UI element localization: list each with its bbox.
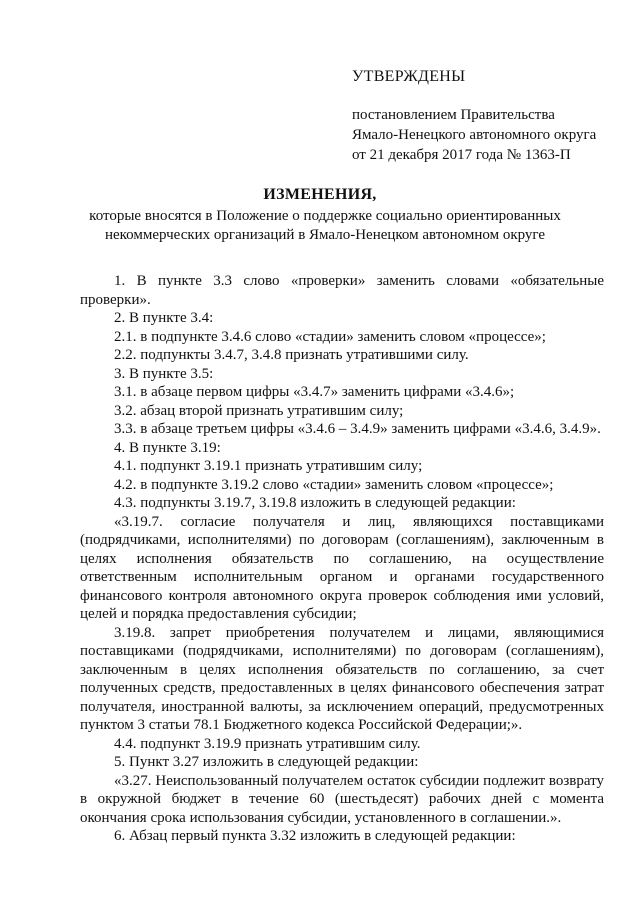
paragraph: 4. В пункте 3.19: [114, 439, 221, 456]
paragraph: 3.1. в абзаце первом цифры «3.4.7» заменить цифрами «3.4.6»; [114, 384, 515, 400]
paragraph: «3.27. Неиспользованный получателем остаток субсидии подлежит возврату в окружной бюджет в течение 60 (шестьдесят) рабочих дней с момента окончания срока использования субсидии, установленного в соглашении.». [80, 772, 604, 826]
paragraph: 3.19.8. запрет приобретения получателем и лицами, являющимися поставщиками (подрядчиками, исполнителями) по договорам (соглашениям), заключенным в целях исполнения обязательств по соглашению, за счет полученных средств, предоставленных в целях финансового обеспечения затрат получателя, иностранной валюты, за исключением операций, предусмотренных пунктом 3 статьи 78.1 Бюджетного кодекса Российской Федерации;». [80, 624, 604, 733]
paragraph: 2.1. в подпункте 3.4.6 слово «стадии» заменить словом «процессе»; [114, 328, 546, 345]
subtitle-line: некоммерческих организаций в Ямало-Ненецком автономном округе [104, 227, 546, 243]
approval-line: Ямало-Ненецкого автономного округа [352, 127, 597, 143]
paragraph: 2.2. подпункты 3.4.7, 3.4.8 признать утратившими силу. [114, 347, 469, 363]
document-body [80, 272, 604, 846]
paragraph: 4.2. в подпункте 3.19.2 слово «стадии» заменить словом «процессе»; [114, 476, 554, 493]
paragraph: 4.3. подпункты 3.19.7, 3.19.8 изложить в следующей редакции: [114, 495, 516, 511]
approval-line: постановлением Правительства [352, 107, 555, 123]
document-subtitle [60, 207, 590, 245]
document-title: ИЗМЕНЕНИЯ, [263, 186, 377, 203]
paragraph: «3.19.7. согласие получателя и лиц, являющихся поставщиками (подрядчиками, исполнителями) по договорам (соглашениям), заключенным в целях исполнения обязательств по соглашению, на осуществление ответственным исполнительным органом и органами государственного финансового контроля автономного округа проверок соблюдения ими условий, целей и порядка предоставления субсидии; [80, 513, 604, 622]
paragraph: 1. В пункте 3.3 слово «проверки» заменить словами «обязательные проверки». [80, 273, 604, 308]
approval-block [352, 68, 622, 165]
paragraph: 3.3. в абзаце третьем цифры «3.4.6 – 3.4.9» заменить цифрами «3.4.6, 3.4.9». [114, 421, 601, 437]
paragraph: 4.4. подпункт 3.19.9 признать утратившим силу. [114, 735, 421, 752]
paragraph: 3.2. абзац второй признать утратившим силу; [114, 402, 404, 419]
paragraph: 2. В пункте 3.4: [114, 310, 214, 326]
approval-line: от 21 декабря 2017 года № 1363-П [352, 147, 571, 163]
paragraph: 5. Пункт 3.27 изложить в следующей редакции: [114, 754, 419, 770]
paragraph: 3. В пункте 3.5: [114, 365, 214, 382]
paragraph: 4.1. подпункт 3.19.1 признать утратившим силу; [114, 458, 423, 474]
subtitle-line: которые вносятся в Положение о поддержке социально ориентированных [89, 208, 561, 224]
paragraph: 6. Абзац первый пункта 3.32 изложить в следующей редакции: [114, 828, 516, 844]
approval-heading: УТВЕРЖДЕНЫ [352, 68, 466, 85]
